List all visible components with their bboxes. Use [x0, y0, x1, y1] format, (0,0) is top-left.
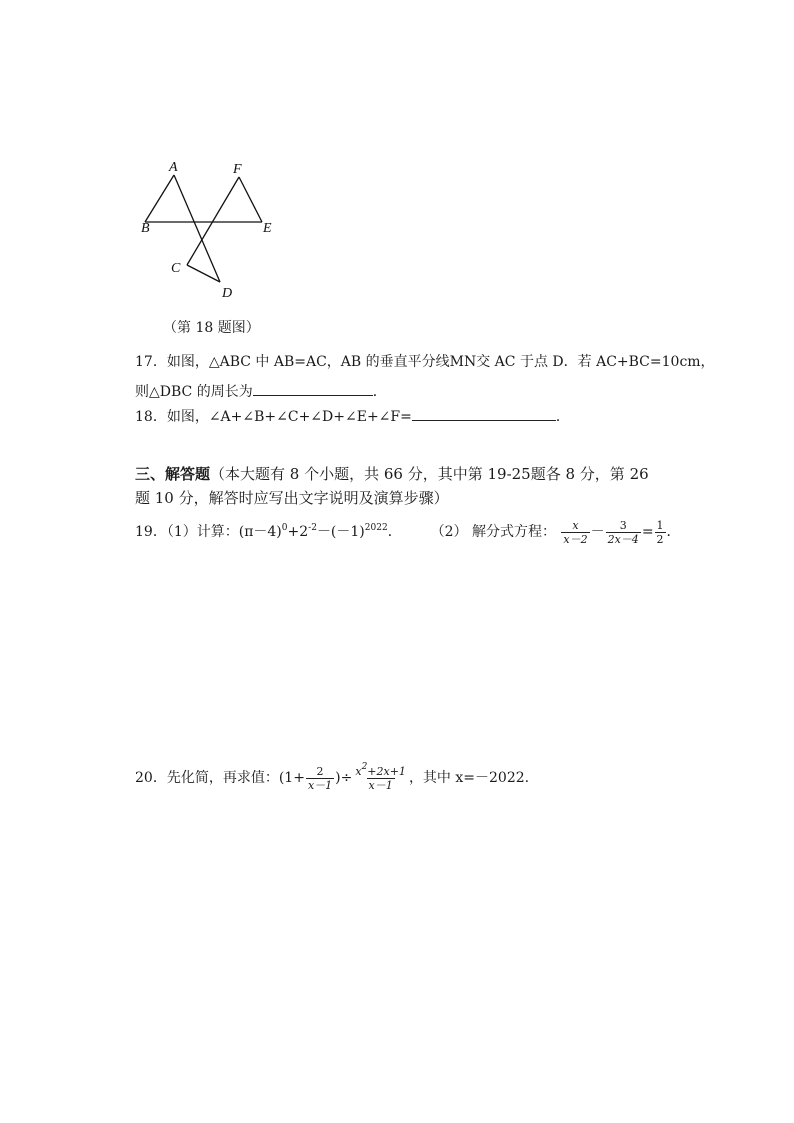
q19-frac1-num: x [572, 518, 579, 532]
label-point-b: B [141, 221, 150, 236]
q20-close-div: )÷ [335, 770, 353, 786]
q20-tail: ，其中 x=－2022. [408, 770, 530, 786]
q17-line1: 17．如图，△ABC 中 AB=AC，AB 的垂直平分线MN交 AC 于点 D．若 AC+BC=10cm， [135, 354, 715, 370]
q19-frac2-num: 3 [619, 518, 627, 532]
geometry-svg [135, 155, 285, 305]
segment-ab [145, 175, 174, 222]
label-point-a: A [169, 160, 178, 175]
q19-exp-b: -2 [308, 523, 317, 533]
section3-title: 三、解答题 [135, 465, 211, 483]
q19-expr-b: +2 [287, 524, 309, 540]
segment-ac [174, 175, 220, 282]
q19-expr-a: (π－4) [238, 524, 282, 540]
segment-fe [239, 177, 262, 222]
q19-exp-a: 0 [281, 523, 288, 533]
q20-frac2-num-b: +2x+1 [367, 764, 406, 778]
q19-fraction-2 [606, 519, 641, 546]
q17-prefix: 则△DBC 的周长为 [135, 384, 253, 400]
q18-prefix: 18．如图，∠A+∠B+∠C+∠D+∠E+∠F= [135, 409, 412, 425]
label-point-c: C [171, 261, 181, 276]
q20-open: (1+ [278, 770, 305, 786]
label-point-f: F [233, 162, 242, 177]
q19-equals: = [641, 524, 654, 540]
figure-caption: （第 18 题图） [163, 320, 260, 336]
q20-frac1-den: x－1 [307, 778, 333, 792]
q20-frac2-num [353, 761, 408, 778]
label-point-e: E [263, 221, 272, 236]
q20-frac2-den: x－1 [368, 778, 393, 792]
q17-suffix: ． [372, 384, 387, 400]
q19-part1-end: ． [387, 524, 402, 540]
section3-header [135, 462, 649, 486]
q19-fraction-3 [655, 519, 666, 546]
q20-frac2-num-a: x [355, 764, 362, 778]
q19-line [135, 517, 681, 547]
segment-fc [187, 177, 239, 265]
q19-frac3-num: 1 [656, 518, 664, 532]
q19-frac2-den: 2x－4 [607, 532, 639, 546]
q20-label: 20．先化简，再求值： [135, 770, 279, 786]
q19-frac1-den: x－2 [563, 532, 588, 546]
q19-part1-label: 19．（1）计算： [135, 524, 239, 540]
q19-frac3-den: 2 [656, 532, 664, 546]
q20-line [135, 760, 529, 796]
q19-expr-c: －(－1) [316, 524, 365, 540]
segment-cd [187, 265, 220, 282]
q20-frac1-num: 2 [316, 764, 324, 778]
q19-fraction-1 [561, 519, 589, 546]
q18-answer-blank[interactable] [412, 405, 556, 421]
q17-line2 [135, 380, 387, 402]
q18-suffix: ． [555, 409, 570, 425]
q19-exp-c: 2022 [364, 523, 388, 533]
q20-fraction-1 [306, 765, 334, 792]
label-point-d: D [222, 286, 233, 301]
q19-part2-label: （2） 解分式方程： [430, 524, 556, 540]
q20-frac2-num-exp: 2 [361, 761, 368, 772]
q20-fraction-2 [353, 761, 408, 792]
q18-line [135, 405, 570, 427]
q19-end: ． [666, 524, 681, 540]
q17-answer-blank[interactable] [253, 380, 373, 396]
q19-minus: － [590, 524, 605, 540]
section3-desc-line1: （本大题有 8 个小题，共 66 分，其中第 19-25题各 8 分，第 26 [210, 465, 649, 483]
section3-desc-line2: 题 10 分，解答时应写出文字说明及演算步骤） [135, 489, 449, 507]
geometry-figure [135, 155, 285, 305]
